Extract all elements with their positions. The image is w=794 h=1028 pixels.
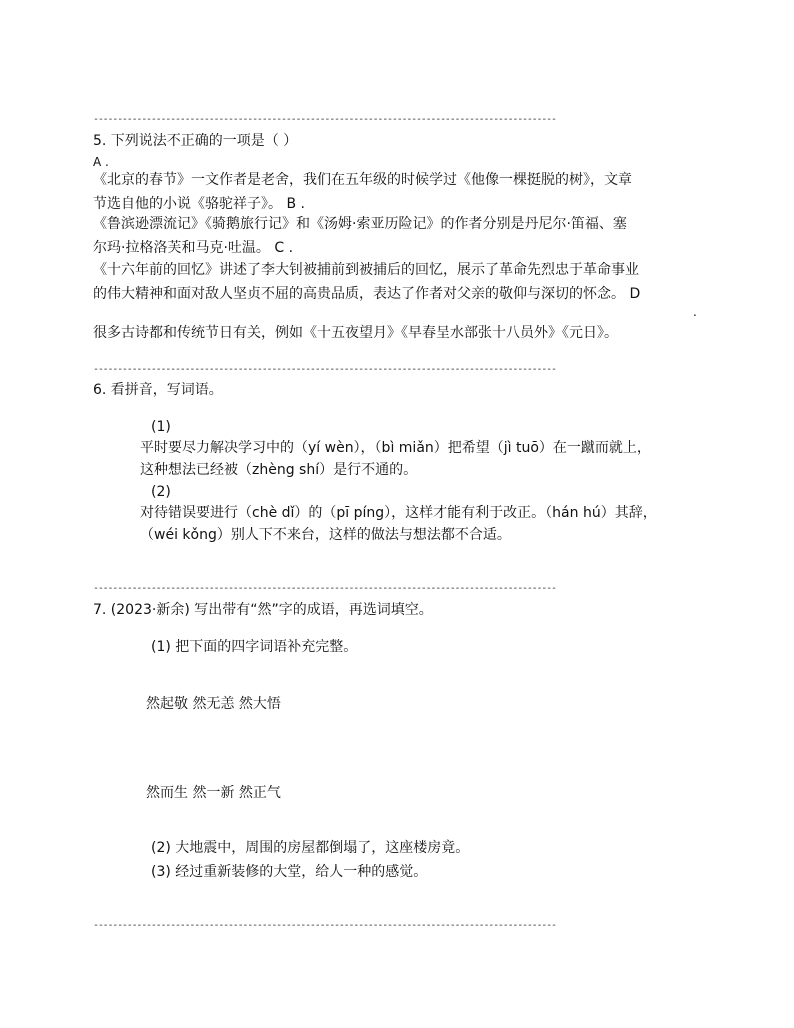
sub-question-3: (3) 经过重新装修的大堂，给人一种的感觉。 (151, 864, 428, 880)
question-7-title: 7. (2023·新余) 写出带有“然”字的成语，再选词填空。 (93, 602, 433, 618)
option-c-text-line-1: 《十六年前的回忆》讲述了李大钊被捕前到被捕后的回忆，展示了革命先烈忠于革命事业 (93, 262, 639, 278)
separator-line: ------------------------------------------------------------------------------------------------ (93, 920, 556, 931)
option-b-text-line-1: 《鲁滨逊漂流记》《骑鹅旅行记》和《汤姆·索亚历险记》的作者分别是丹尼尔·笛福、塞 (93, 216, 627, 232)
sub-question-2-line-1: 对待错误要进行（chè dǐ）的（pī píng），这样才能有利于改正。（hán hú）其辞， (140, 505, 657, 521)
question-5-title: 5. 下列说法不正确的一项是（ ） (93, 133, 298, 149)
question-6-title: 6. 看拼音，写词语。 (93, 382, 223, 398)
separator-line: ------------------------------------------------------------------------------------------------ (93, 583, 556, 594)
option-c-text-line-2: 的伟大精神和面对敌人坚贞不屈的高贵品质，表达了作者对父亲的敬仰与深切的怀念。 D (93, 286, 641, 302)
option-a-label: A . (93, 155, 109, 169)
option-d-text-line-1: 很多古诗都和传统节日有关，例如《十五夜望月》《早春呈水部张十八员外》《元日》。 (93, 325, 618, 341)
sub-question-1-line-1: 平时要尽力解决学习中的（yí wèn），（bì miǎn）把希望（jì tuō）在一蹴而就上， (140, 440, 651, 456)
separator-line: ------------------------------------------------------------------------------------------------ (93, 114, 556, 125)
separator-line: ------------------------------------------------------------------------------------------------ (93, 364, 556, 375)
sub-question-number: (2) (151, 484, 171, 500)
sub-question-1-line-2: 这种想法已经被（zhèng shí）是行不通的。 (140, 462, 418, 478)
sub-question-1-instruction: (1) 把下面的四字词语补充完整。 (151, 639, 358, 655)
option-a-text-line-1: 《北京的春节》一文作者是老舍，我们在五年级的时候学过《他像一棵挺脱的树》，文章 (93, 172, 632, 188)
idiom-row-1: 然起敬 然无恙 然大悟 (146, 696, 281, 712)
sub-question-number: (1) (151, 419, 171, 435)
option-b-text-line-2: 尔玛·拉格洛芙和马克·吐温。 C . (93, 240, 294, 256)
option-d-label-dot: . (693, 305, 697, 319)
sub-question-2-line-2: （wéi kǒng）别人下不来台，这样的做法与想法都不合适。 (140, 527, 511, 543)
sub-question-2: (2) 大地震中，周围的房屋都倒塌了，这座楼房竟。 (151, 840, 470, 856)
option-a-text-line-2: 节选自他的小说《骆驼祥子》。 B . (93, 196, 305, 212)
idiom-row-2: 然而生 然一新 然正气 (146, 785, 281, 801)
